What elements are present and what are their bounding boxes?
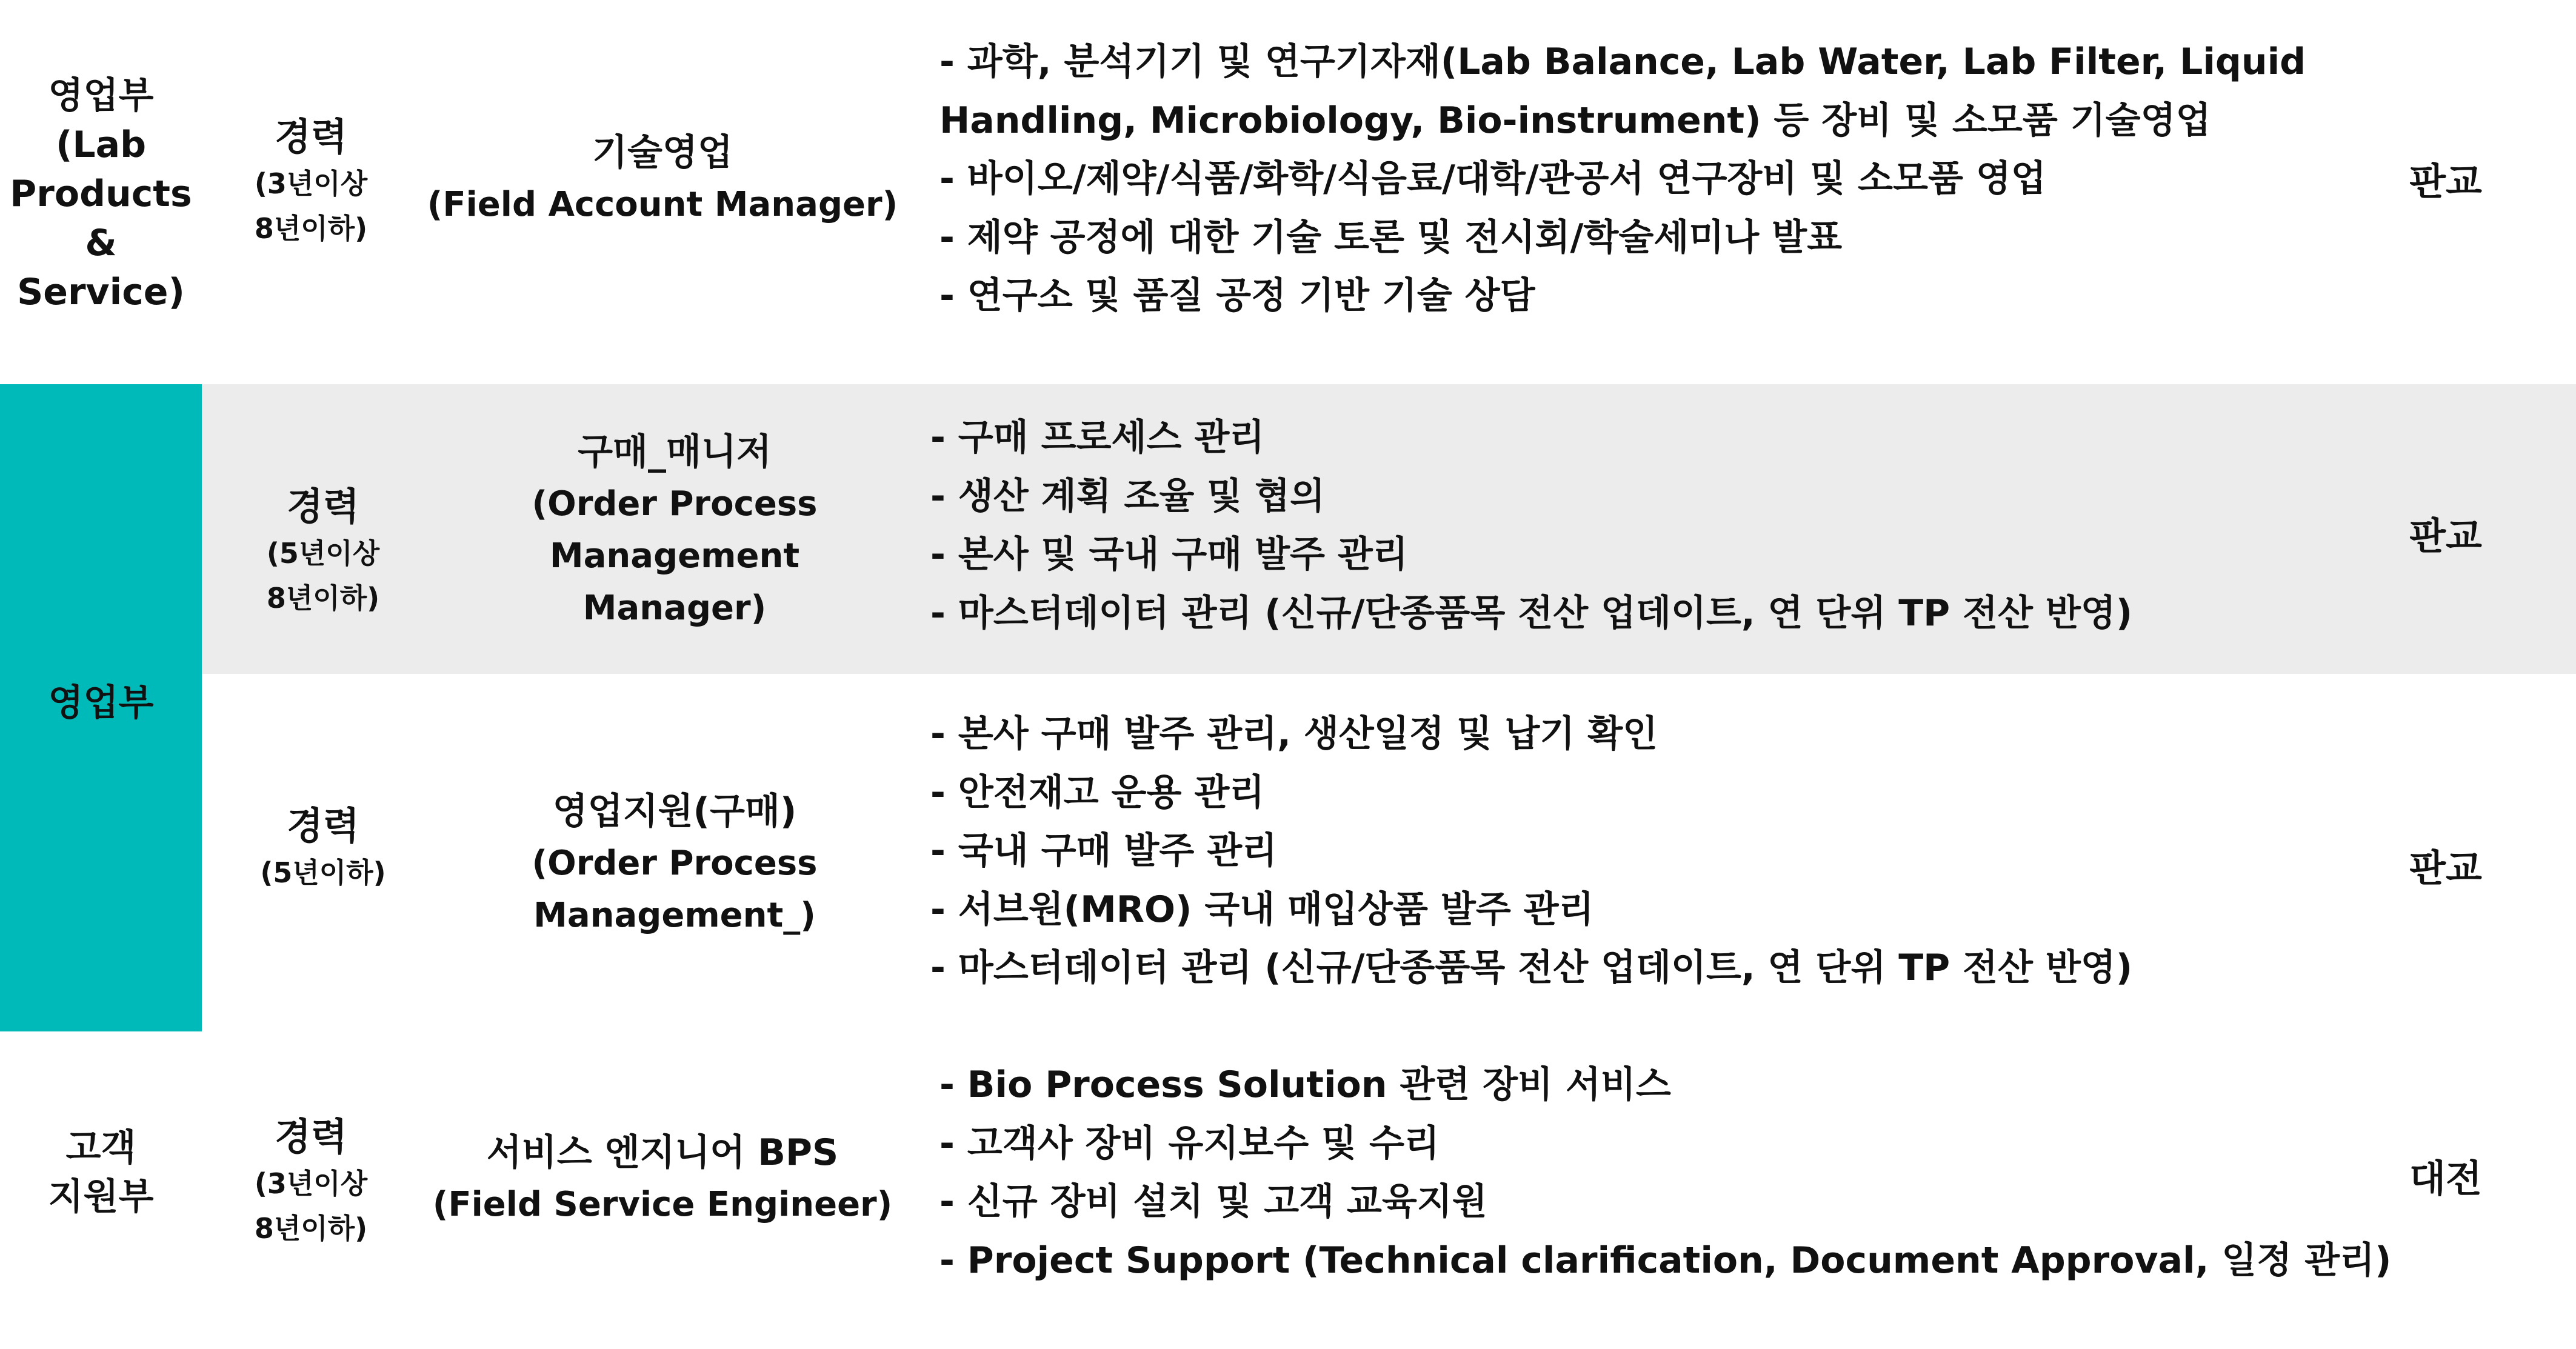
- row4-dept: [0, 1115, 202, 1230]
- row3-role-sub: (Order Process: [532, 844, 818, 883]
- row2-dept: [0, 673, 202, 733]
- row4-career-title: 경력: [275, 1114, 347, 1159]
- duty-item: - 국내 구매 발주 관리: [930, 830, 1278, 872]
- row2-role-sub: Manager): [582, 588, 767, 628]
- duty-item: Handling, Microbiology, Bio-instrument) 등 장비 및 소모품 기술영업: [939, 99, 2211, 142]
- row1-role: [420, 121, 905, 236]
- row4-dept-line: 지원부: [48, 1176, 154, 1218]
- row1-dept-line: Products: [10, 172, 192, 215]
- row3-career-title: 경력: [287, 804, 359, 848]
- row1-role-sub: (Field Account Manager): [427, 185, 898, 224]
- duty-item: - 본사 구매 발주 관리, 생산일정 및 납기 확인: [930, 713, 1658, 755]
- row2-role-sub: (Order Process: [532, 484, 818, 524]
- row4-career-sub: 8년이하): [254, 1212, 368, 1245]
- row1-dept-line: (Lab: [55, 123, 147, 166]
- duty-item: - 마스터데이터 관리 (신규/단종품목 전산 업데이트, 연 단위 TP 전산 반영): [930, 947, 2133, 989]
- row4-role-sub: (Field Service Engineer): [432, 1185, 893, 1224]
- duty-item: - 신규 장비 설치 및 고객 교육지원: [939, 1181, 1487, 1223]
- duty-item: - 과학, 분석기기 및 연구기자재(Lab Balance, Lab Water, Lab Filter, Liquid: [939, 41, 2306, 83]
- row4-role-title: 서비스 엔지니어 BPS: [486, 1131, 839, 1174]
- row2-role-sub: Management: [549, 536, 800, 576]
- duty-item: - 고객사 장비 유지보수 및 수리: [939, 1122, 1440, 1165]
- row1-duties: [939, 33, 2306, 325]
- duty-item: - Project Support (Technical clarification, Document Approval, 일정 관리): [939, 1239, 2392, 1282]
- duty-item: - 생산 계획 조율 및 협의: [930, 475, 1325, 518]
- row4-career: [202, 1103, 420, 1261]
- row4-dept-line: 고객: [65, 1127, 136, 1169]
- row1-career-sub: 8년이하): [254, 212, 368, 245]
- row3-career: [202, 794, 444, 903]
- row1-career-sub: (3년이상: [254, 167, 368, 200]
- duty-item: - Bio Process Solution 관련 장비 서비스: [939, 1064, 1671, 1106]
- row2-duties: [930, 408, 2132, 642]
- row1-dept-line: &: [85, 221, 117, 264]
- duty-item: - 서브원(MRO) 국내 매입상품 발주 관리: [930, 888, 1594, 931]
- row3-duties: [930, 705, 2132, 998]
- row4-career-sub: (3년이상: [254, 1167, 368, 1200]
- row2-role: [444, 424, 905, 636]
- row3-career-sub: (5년이하): [260, 856, 386, 889]
- duty-item: - 안전재고 운용 관리: [930, 771, 1265, 814]
- row2-dept-line: 영업부: [48, 681, 154, 724]
- row2-career-title: 경력: [287, 484, 359, 528]
- row1-location: 판교: [2409, 159, 2482, 204]
- row2-role-title: 구매_매니저: [578, 431, 772, 473]
- row4-role: [420, 1121, 905, 1236]
- duty-item: - 제약 공정에 대한 기술 토론 및 전시회/학술세미나 발표: [939, 216, 1843, 259]
- row3-role-sub: Management_): [533, 896, 816, 935]
- row1-dept: [0, 67, 202, 321]
- row1-career-title: 경력: [275, 115, 347, 159]
- row4-location: 대전: [2409, 1156, 2482, 1201]
- row1-role-title: 기술영업: [592, 132, 733, 174]
- row2-location: 판교: [2409, 514, 2482, 558]
- row2-career-sub: (5년이상: [266, 537, 380, 570]
- duty-item: - 바이오/제약/식품/화학/식음료/대학/관공서 연구장비 및 소모품 영업: [939, 158, 2046, 200]
- row3-location: 판교: [2409, 846, 2482, 890]
- duty-item: - 마스터데이터 관리 (신규/단종품목 전산 업데이트, 연 단위 TP 전산 반영): [930, 591, 2133, 635]
- row1-dept-line: Service): [17, 270, 185, 313]
- row1-dept-line: 영업부: [48, 74, 154, 117]
- row2-career-sub: 8년이하): [266, 582, 380, 615]
- row3-role: [444, 782, 905, 945]
- row1-career: [202, 103, 420, 261]
- duty-item: - 본사 및 국내 구매 발주 관리: [930, 533, 1408, 576]
- row2-career: [202, 473, 444, 630]
- row3-role-title: 영업지원(구매): [552, 790, 797, 833]
- duty-item: - 구매 프로세스 관리: [930, 416, 1265, 459]
- duty-item: - 연구소 및 품질 공정 기반 기술 상담: [939, 275, 1535, 317]
- row4-duties: [939, 1056, 2391, 1290]
